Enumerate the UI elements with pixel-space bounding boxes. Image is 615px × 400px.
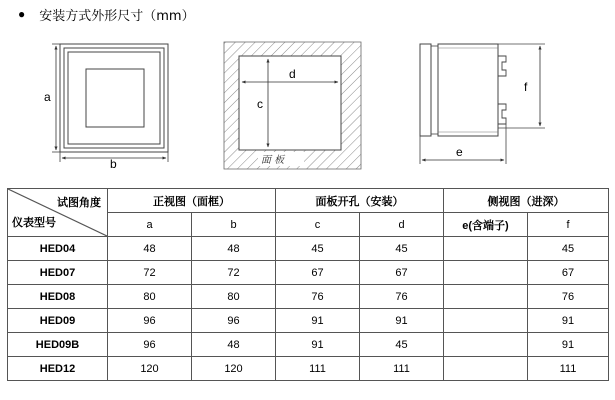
column-header-c: c [276, 213, 360, 237]
value-cell-a: 96 [108, 309, 192, 333]
column-header-e: e(含端子) [444, 213, 528, 237]
dim-c-label: c [257, 97, 263, 111]
table-row [8, 309, 609, 333]
column-header-b: b [192, 213, 276, 237]
value-cell-b: 80 [192, 285, 276, 309]
bullet-icon: ● [18, 7, 26, 21]
table-row [8, 237, 609, 261]
table-row [8, 333, 609, 357]
value-cell-b: 120 [192, 357, 276, 381]
panel-caption: 面 板 [261, 155, 285, 166]
value-cell-c: 67 [276, 261, 360, 285]
value-cell-f: 91 [528, 309, 609, 333]
value-cell-a: 48 [108, 237, 192, 261]
value-cell-d: 111 [360, 357, 444, 381]
value-cell-f: 76 [528, 285, 609, 309]
corner-model-label: 仪表型号 [12, 217, 56, 229]
dim-b-label: b [110, 157, 117, 171]
group-header-front-view: 正视图（面框） [108, 189, 276, 213]
section-title: 安装方式外形尺寸（mm） [39, 8, 195, 24]
front-view-drawing [44, 44, 168, 171]
corner-view-angle-label: 试图角度 [57, 197, 101, 209]
value-cell-e [444, 237, 528, 261]
value-cell-c: 111 [276, 357, 360, 381]
column-header-a: a [108, 213, 192, 237]
panel-cutout-drawing [224, 42, 361, 169]
value-cell-b: 72 [192, 261, 276, 285]
value-cell-c: 76 [276, 285, 360, 309]
model-cell: HED09B [8, 333, 108, 357]
value-cell-c: 45 [276, 237, 360, 261]
value-cell-d: 45 [360, 237, 444, 261]
value-cell-d: 91 [360, 309, 444, 333]
table-group-header-row [8, 189, 609, 213]
dim-f-label: f [524, 80, 528, 94]
value-cell-a: 96 [108, 333, 192, 357]
side-view-drawing [420, 44, 545, 164]
value-cell-a: 120 [108, 357, 192, 381]
table-row [8, 357, 609, 381]
model-cell: HED08 [8, 285, 108, 309]
value-cell-d: 76 [360, 285, 444, 309]
column-header-d: d [360, 213, 444, 237]
value-cell-f: 91 [528, 333, 609, 357]
model-cell: HED07 [8, 261, 108, 285]
table-corner-cell [8, 189, 108, 237]
value-cell-a: 72 [108, 261, 192, 285]
table-row [8, 261, 609, 285]
model-cell: HED12 [8, 357, 108, 381]
value-cell-e [444, 261, 528, 285]
value-cell-b: 48 [192, 237, 276, 261]
column-header-f: f [528, 213, 609, 237]
value-cell-c: 91 [276, 309, 360, 333]
group-header-side-view: 侧视图（进深） [444, 189, 609, 213]
value-cell-c: 91 [276, 333, 360, 357]
group-header-panel-cutout: 面板开孔（安装） [276, 189, 444, 213]
value-cell-d: 67 [360, 261, 444, 285]
dim-e-label: e [456, 145, 463, 159]
value-cell-f: 67 [528, 261, 609, 285]
model-cell: HED09 [8, 309, 108, 333]
value-cell-a: 80 [108, 285, 192, 309]
dimension-table [7, 188, 609, 381]
value-cell-e [444, 285, 528, 309]
value-cell-f: 111 [528, 357, 609, 381]
value-cell-e [444, 309, 528, 333]
dimension-drawings [0, 0, 615, 185]
dim-a-label: a [44, 90, 51, 104]
value-cell-d: 45 [360, 333, 444, 357]
value-cell-b: 48 [192, 333, 276, 357]
table-row [8, 285, 609, 309]
model-cell: HED04 [8, 237, 108, 261]
value-cell-e [444, 333, 528, 357]
value-cell-b: 96 [192, 309, 276, 333]
dim-d-label: d [289, 67, 296, 81]
value-cell-f: 45 [528, 237, 609, 261]
value-cell-e [444, 357, 528, 381]
